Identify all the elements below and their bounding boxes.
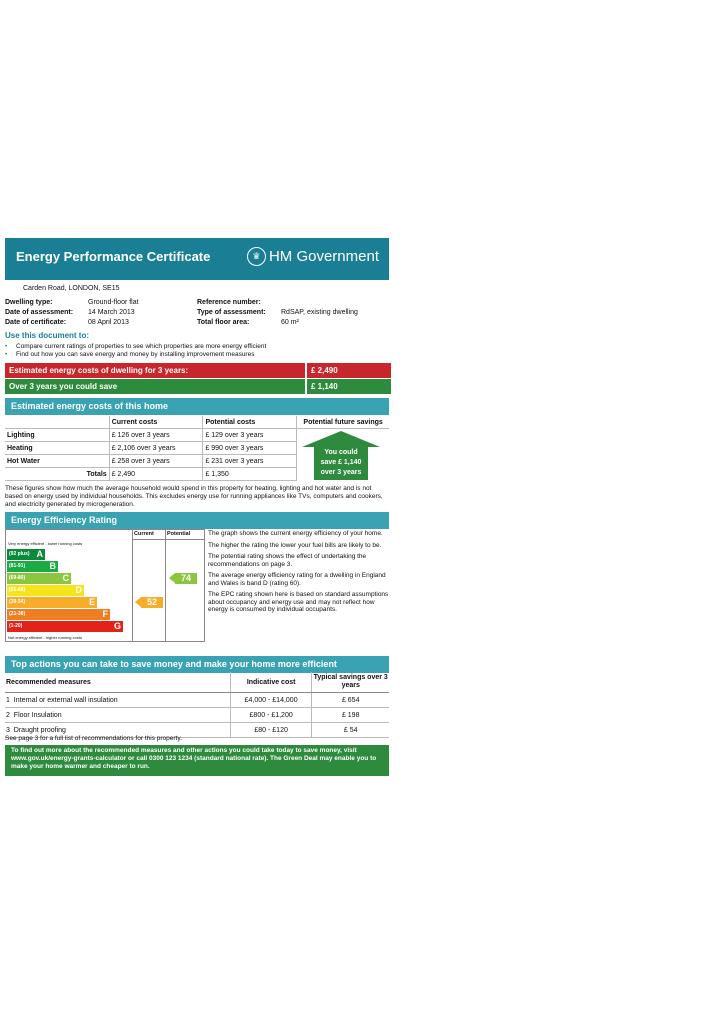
efficiency-section-header [5, 512, 389, 529]
efficiency-section-title: Energy Efficiency Rating [11, 515, 118, 525]
estimated-cost-bar [5, 363, 389, 378]
dwelling-type-label: Dwelling type: [5, 299, 53, 306]
epc-document [5, 238, 389, 770]
use-document-title: Use this document to: [5, 331, 90, 340]
estimated-cost-value: £ 2,490 [311, 366, 338, 375]
floor-area-label: Total floor area: [197, 319, 250, 326]
type-assessment-value: RdSAP, existing dwelling [281, 309, 358, 316]
col-current-costs: Current costs [109, 416, 203, 429]
date-assessment-label: Date of assessment: [5, 309, 74, 316]
floor-area-value: 60 m² [281, 319, 299, 326]
dwelling-info-right [197, 298, 358, 328]
actions-section-header [5, 656, 389, 673]
brand-text: HM Government [268, 248, 379, 265]
table-row: 1 Internal or external wall insulation £4,000 - £14,000 £ 654 [5, 693, 389, 708]
efficiency-rating-chart: Current Potential Very energy efficient - lower running costs (92 plus) A (81-91) B (69-80) C (55-68) D (39-54) E (21-38) F (1-20) G Not energy efficient - higher running costs 52 74 [5, 529, 205, 642]
bullet-icon: • [5, 351, 8, 358]
hm-government-logo [247, 247, 379, 266]
rating-band-f: (21-38) F [9, 609, 108, 619]
col-potential-costs: Potential costs [203, 416, 297, 429]
see-page-note: See page 3 for a full list of recommendations for this property. [5, 735, 182, 742]
date-certificate-label: Date of certificate: [5, 319, 67, 326]
table-row: 2 Floor Insulation £800 - £1,200 £ 198 [5, 708, 389, 723]
rating-band-g: (1-20) G [9, 621, 121, 631]
table-row: Hot Water £ 258 over 3 years £ 231 over 3 years [5, 455, 389, 468]
save-value: £ 1,140 [311, 382, 338, 391]
inefficient-label: Not energy efficient - higher running costs [8, 635, 82, 640]
date-certificate-value: 08 April 2013 [88, 319, 129, 326]
actions-table [5, 672, 389, 738]
use-document-list [5, 343, 266, 359]
estimated-cost-label: Estimated energy costs of dwelling for 3 years: [9, 366, 189, 375]
rating-band-b: (81-91) B [9, 561, 56, 571]
col-measures: Recommended measures [5, 672, 230, 693]
rating-band-e: (39-54) E [9, 597, 95, 607]
costs-section-header [5, 398, 389, 415]
col-potential: Potential [167, 531, 191, 537]
table-row: Heating £ 2,106 over 3 years £ 990 over 3 years [5, 442, 389, 455]
property-address: Carden Road, LONDON, SE15 [23, 285, 120, 292]
savings-house-badge: You could save £ 1,140 over 3 years [302, 431, 380, 479]
green-deal-note: To find out more about the recommended measures and other actions you could take today to save money, visit www.gov.uk/energy-grants-calculator or call 0300 123 1234 (standard national rate). The Green Deal may enable you to make your home warmer and cheaper to run. [5, 745, 389, 776]
totals-row: Totals £ 2,490 £ 1,350 [5, 468, 389, 481]
col-savings: Typical savings over 3 years [312, 672, 389, 693]
table-row: Lighting £ 126 over 3 years £ 129 over 3 years [5, 429, 389, 442]
crest-icon: ♛ [247, 247, 266, 266]
list-item: • Compare current ratings of properties to see which properties are more energy efficient [5, 343, 267, 350]
rating-band-d: (55-68) D [9, 585, 82, 595]
rating-band-c: (69-80) C [9, 573, 69, 583]
page-title: Energy Performance Certificate [16, 249, 211, 264]
bullet-icon: • [5, 343, 8, 350]
dwelling-type-value: Ground-floor flat [88, 299, 139, 306]
col-cost: Indicative cost [230, 672, 312, 693]
house-roof-icon [302, 431, 380, 447]
reference-label: Reference number: [197, 299, 261, 306]
col-potential-savings: Potential future savings [297, 416, 389, 429]
rating-explanation: The graph shows the current energy efficiency of your home. The higher the rating the lower your fuel bills are likely to be. The potential rating shows the effect of undertaking the recommendations on page 3. The average energy efficiency rating for a dwelling in England and Wales is band D (rating 60). The EPC rating shown here is based on standard assumptions about occupancy and energy use and may not reflect how energy is consumed by individual occupants. [208, 530, 389, 613]
date-assessment-value: 14 March 2013 [88, 309, 135, 316]
table-row: 3 Draught proofing £80 - £120 £ 54 [5, 723, 389, 738]
save-bar [5, 379, 389, 394]
efficient-label: Very energy efficient - lower running costs [8, 541, 83, 546]
actions-section-title: Top actions you can take to save money and make your home more efficient [11, 659, 337, 669]
list-item: • Find out how you can save energy and money by installing improvement measures [5, 351, 255, 358]
type-assessment-label: Type of assessment: [197, 309, 266, 316]
dwelling-info-left [5, 298, 139, 328]
rating-band-a: (92 plus) A [9, 549, 43, 559]
col-current: Current [134, 531, 154, 537]
header-bar [5, 238, 389, 280]
costs-note: These figures show how much the average household would spend in this property for heating, lighting and hot water and is not based on energy used by individual households. This excludes energy use for running appliances like TVs, computers and cookers, and electricity generated by microgeneration. [5, 485, 383, 508]
save-label: Over 3 years you could save [9, 382, 118, 391]
costs-section-title: Estimated energy costs of this home [11, 401, 169, 411]
